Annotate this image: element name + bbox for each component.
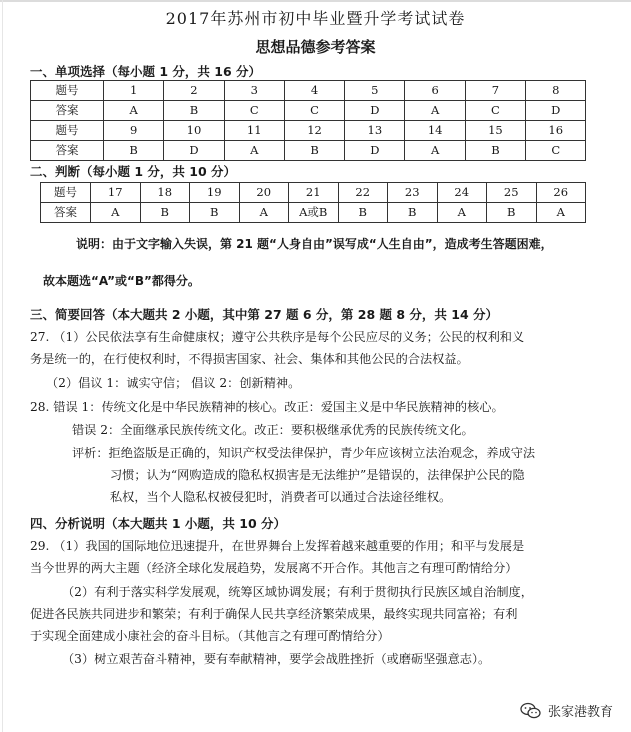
section2-table-cell: A bbox=[536, 203, 586, 223]
section2-table-cell: B bbox=[190, 203, 240, 223]
section2-table-cell: B bbox=[388, 203, 438, 223]
section2-table-cell: B bbox=[140, 203, 190, 223]
q29-line1: 29. （1）我国的国际地位迅速提升，在世界舞台上发挥着越来越重要的作用；和平与发展是 bbox=[30, 539, 525, 553]
q27-line3: （2）倡议 1：诚实守信； 倡议 2：创新精神。 bbox=[46, 376, 301, 390]
section1-table-cell: B bbox=[164, 101, 224, 121]
wechat-icon bbox=[520, 702, 542, 720]
section1-table-row bbox=[31, 121, 586, 141]
section2-table-cell: 22 bbox=[338, 183, 388, 203]
section1-table-cell: 15 bbox=[465, 121, 525, 141]
q27-line2: 务是统一的，在行使权利时，不得损害国家、社会、集体和其他公民的合法权益。 bbox=[30, 352, 469, 366]
section1-heading: 一、单项选择（每小题 1 分，共 16 分） bbox=[30, 64, 262, 79]
section2-answer-table bbox=[40, 182, 586, 223]
section2-table-cell: B bbox=[487, 203, 537, 223]
section1-table-cell: 11 bbox=[224, 121, 284, 141]
section1-table-cell: 3 bbox=[224, 81, 284, 101]
left-border bbox=[2, 0, 3, 732]
section2-table-cell: 23 bbox=[388, 183, 438, 203]
section1-table-row-header: 答案 bbox=[31, 101, 104, 121]
q27-line1: 27. （1）公民依法享有生命健康权；遵守公共秩序是每个公民应尽的义务；公民的权利和义 bbox=[30, 330, 525, 344]
q29-line6: （3）树立艰苦奋斗精神，要有奉献精神，要学会战胜挫折（或磨砺坚强意志）。 bbox=[62, 652, 491, 666]
section1-table-cell: D bbox=[526, 101, 586, 121]
document-title: 2017年苏州市初中毕业暨升学考试试卷 bbox=[165, 9, 466, 28]
section1-table-cell: 10 bbox=[164, 121, 224, 141]
top-border bbox=[0, 0, 631, 2]
section1-table-cell: D bbox=[345, 141, 405, 161]
section1-table-cell: 6 bbox=[405, 81, 465, 101]
section2-table-cell: 21 bbox=[289, 183, 339, 203]
section1-table-cell: C bbox=[526, 141, 586, 161]
section2-table-cell: 25 bbox=[487, 183, 537, 203]
section1-table-cell: C bbox=[284, 101, 344, 121]
section1-answer-table bbox=[30, 80, 586, 161]
q28-line1: 28. 错误 1：传统文化是中华民族精神的核心。改正：爱国主义是中华民族精神的核心。 bbox=[30, 400, 504, 414]
section2-table-cell: 20 bbox=[239, 183, 289, 203]
section1-table-cell: A bbox=[405, 141, 465, 161]
section2-table-row bbox=[41, 183, 586, 203]
section1-table-row bbox=[31, 101, 586, 121]
section2-table-cell: B bbox=[338, 203, 388, 223]
section2-note-line1: 说明：由于文字输入失误，第 21 题“人身自由”误写成“人生自由”，造成考生答题困难， bbox=[76, 237, 553, 251]
section2-table-cell: 24 bbox=[437, 183, 487, 203]
q29-line5: 于实现全面建成小康社会的奋斗目标。（其他言之有理可酌情给分） bbox=[30, 629, 390, 643]
section2-table-cell: 17 bbox=[91, 183, 141, 203]
section1-table-cell: 12 bbox=[284, 121, 344, 141]
section1-table-row-header: 题号 bbox=[31, 81, 104, 101]
section1-table-cell: B bbox=[104, 141, 164, 161]
section2-table-row bbox=[41, 203, 586, 223]
q28-line5: 私权，当个人隐私权被侵犯时，消费者可以通过合法途径维权。 bbox=[110, 490, 452, 504]
section1-table-cell: B bbox=[465, 141, 525, 161]
section1-table-cell: D bbox=[164, 141, 224, 161]
section1-table-cell: C bbox=[465, 101, 525, 121]
section1-table-cell: 4 bbox=[284, 81, 344, 101]
section1-table-cell: C bbox=[224, 101, 284, 121]
section2-table-cell: 18 bbox=[140, 183, 190, 203]
section1-table-row bbox=[31, 141, 586, 161]
section1-table-row bbox=[31, 81, 586, 101]
section1-table-cell: 14 bbox=[405, 121, 465, 141]
section2-note-line2: 故本题选“A”或“B”都得分。 bbox=[43, 274, 200, 288]
section1-table-cell: 9 bbox=[104, 121, 164, 141]
section2-table-cell: A bbox=[91, 203, 141, 223]
section1-table-row-header: 题号 bbox=[31, 121, 104, 141]
section2-heading: 二、判断（每小题 1 分，共 10 分） bbox=[30, 164, 237, 179]
q29-line2: 当今世界的两大主题（经济全球化发展趋势，发展离不开合作。其他言之有理可酌情给分） bbox=[30, 561, 518, 575]
section1-table-cell: 7 bbox=[465, 81, 525, 101]
section2-table-row-header: 答案 bbox=[41, 203, 91, 223]
document-subtitle: 思想品德参考答案 bbox=[255, 38, 376, 56]
section1-table-cell: 2 bbox=[164, 81, 224, 101]
section4-heading: 四、分析说明（本大题共 1 小题，共 10 分） bbox=[30, 516, 287, 531]
section2-table-cell: 19 bbox=[190, 183, 240, 203]
section2-table-cell: A bbox=[437, 203, 487, 223]
q28-line3: 评析：拒绝盗版是正确的，知识产权受法律保护，青少年应该树立法治观念，养成守法 bbox=[72, 446, 536, 460]
section1-table-cell: A bbox=[224, 141, 284, 161]
section3-heading: 三、简要回答（本大题共 2 小题，其中第 27 题 6 分，第 28 题 8 分，共 14 分） bbox=[30, 307, 499, 322]
watermark-text: 张家港教育 bbox=[547, 705, 613, 720]
section2-table-cell: 26 bbox=[536, 183, 586, 203]
q28-line4: 习惯；认为“网购造成的隐私权损害是无法维护”是错误的，法律保护公民的隐 bbox=[110, 468, 525, 482]
section1-table-cell: 8 bbox=[526, 81, 586, 101]
q29-line3: （2）有利于落实科学发展观，统筹区域协调发展；有利于贯彻执行民族区域自治制度， bbox=[62, 585, 533, 599]
section2-table-row-header: 题号 bbox=[41, 183, 91, 203]
section1-table-cell: 16 bbox=[526, 121, 586, 141]
section1-table-cell: A bbox=[405, 101, 465, 121]
section1-table-cell: D bbox=[345, 101, 405, 121]
section1-table-cell: 5 bbox=[345, 81, 405, 101]
section1-table-cell: 1 bbox=[104, 81, 164, 101]
section2-table-cell: A bbox=[239, 203, 289, 223]
section1-table-cell: 13 bbox=[345, 121, 405, 141]
section1-table-cell: B bbox=[284, 141, 344, 161]
section1-table-cell: A bbox=[104, 101, 164, 121]
q29-line4: 促进各民族共同进步和繁荣；有利于确保人民共享经济繁荣成果，最终实现共同富裕；有利 bbox=[30, 607, 518, 621]
section1-table-row-header: 答案 bbox=[31, 141, 104, 161]
q28-line2: 错误 2：全面继承民族传统文化。改正：要积极继承优秀的民族传统文化。 bbox=[72, 423, 474, 437]
watermark bbox=[520, 701, 613, 720]
section2-table-cell: A或B bbox=[289, 203, 339, 223]
